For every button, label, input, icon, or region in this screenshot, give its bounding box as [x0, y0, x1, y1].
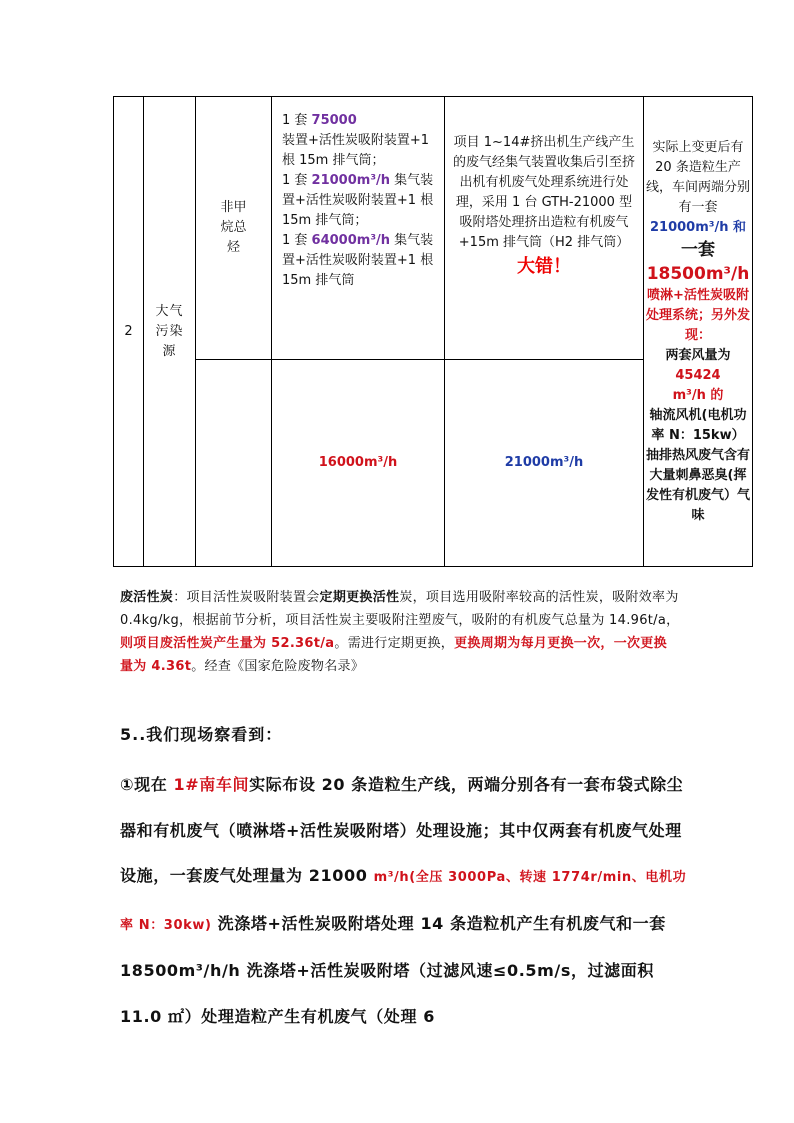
pollution-source-cell: 大气污染源 [144, 97, 196, 567]
waste-carbon-paragraph: 废活性炭：项目活性炭吸附装置会定期更换活性炭，项目选用吸附率较高的活性炭，吸附效率为 0.4kg/kg，根据前节分析，项目活性炭主要吸附注塑废气，吸附的有机废气总量为 14.96t/a，则项目废活性炭产生量为 52.36t/a。需进行定期更换，更换周期为每月更换一次，一次更换量为 4.36t。经查《国家危险废物名录》 [120, 590, 680, 674]
pollutant-cell: 非甲烷总烃 [196, 97, 272, 360]
acceptance-volume-cell: 21000m³/h [445, 360, 644, 567]
row-number: 2 [114, 97, 144, 567]
section-heading: 5..我们现场察看到： [120, 725, 283, 744]
actual-situation-cell: 实际上变更后有 20 条造粒生产线，车间两端分别有一套 21000m³/h 和 一套 18500m³/h 喷淋+活性炭吸附处理系统；另外发现： 两套风量为 45424 m³/h 的 轴流风机(电机功率 N：15kw）抽排热风废气含有大量刺鼻恶臭(挥发性有机废气）气味 [644, 97, 753, 567]
pollutant-empty-cell [196, 360, 272, 567]
eia-volume-cell: 16000m³/h [272, 360, 445, 567]
site-observation-paragraph: ①现在 1#南车间实际布设 20 条造粒生产线，两端分别各有一套布袋式除尘器和有机废气（喷淋塔+活性炭吸附塔）处理设施；其中仅两套有机废气处理设施，一套废气处理量为 21000 m³/h(全压 3000Pa、转速 1774r/min、电机功率 N：30kw) 洗涤塔+活性炭吸附塔处理 14 条造粒机产生有机废气和一套 18500m³/h/h 洗涤塔+活性炭吸附塔（过滤风速≤0.5m/s，过滤面积 11.0 ㎡）处理造粒产生有机废气（处理 6 [120, 775, 687, 1026]
acceptance-measure-cell: 项目 1~14#挤出机生产线产生的废气经集气装置收集后引至挤出机有机废气处理系统进行处理，采用 1 台 GTH-21000 型吸附塔处理挤出造粒有机废气+15m 排气筒（H2 排气筒） 大错！ [445, 97, 644, 360]
eia-measure-cell: 1 套 75000 装置+活性炭吸附装置+1 根 15m 排气筒； 1 套 21000m³/h 集气装置+活性炭吸附装置+1 根 15m 排气筒； 1 套 64000m³/h 集气装置+活性炭吸附装置+1 根 15m 排气筒 [272, 97, 445, 360]
emission-table [113, 96, 753, 567]
wrong-stamp: 大错！ [517, 256, 571, 277]
